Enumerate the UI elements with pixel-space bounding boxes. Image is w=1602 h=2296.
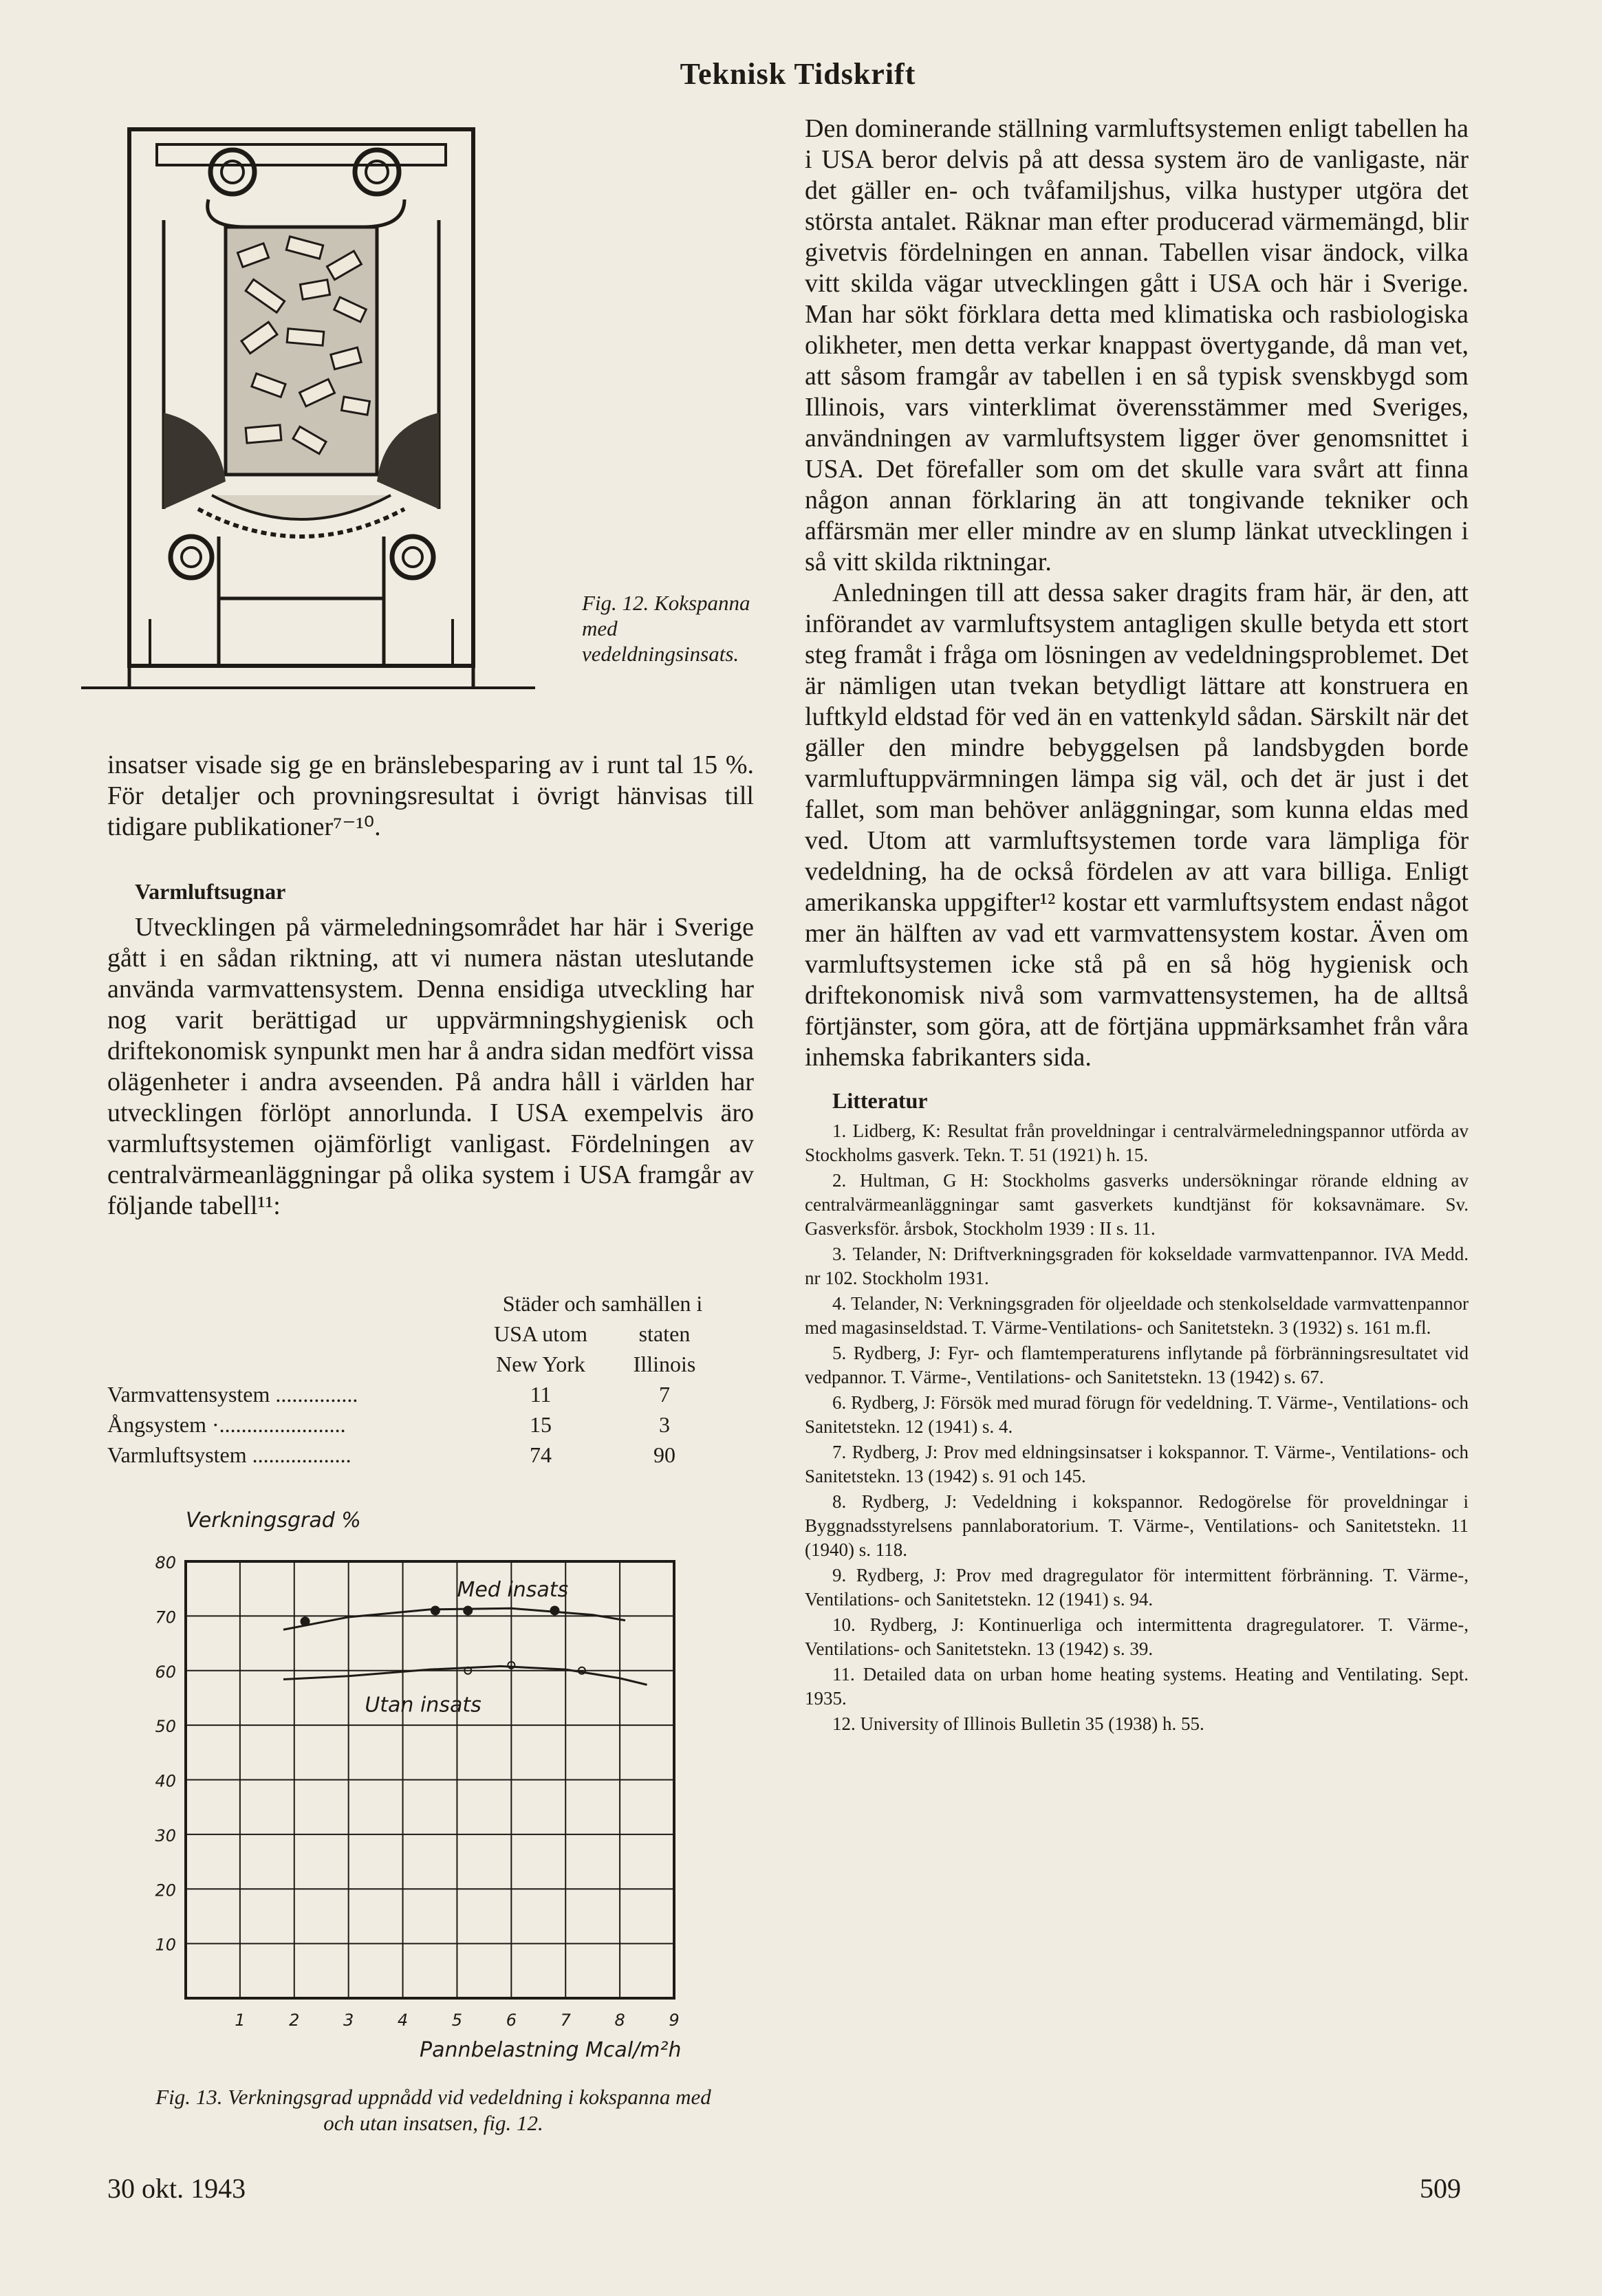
table-row-label: Varmluftsystem — [107, 1442, 247, 1467]
y-tick-label: 50 — [155, 1717, 176, 1737]
literature-item: 2. Hultman, G H: Stockholms gasverks undersökningar rörande eldning av centralvärmeanläggningar samt gasverkets kundtjänst för koksavnämare. Sv. Gasverksför. årsbok, Stockholm 1939 : II s. 11. — [805, 1170, 1469, 1239]
literature-item: 4. Telander, N: Verkningsgraden för oljeeldade och stenkolseldade varmvattenpannor med magasinseldstad. T. Värme-Ventilations- och Sanitetstekn. 3 (1932) s. 161 m.fl. — [805, 1293, 1469, 1338]
table-cell: 3 — [659, 1412, 670, 1437]
table-cell: 90 — [653, 1442, 675, 1467]
journal-title: Teknisk Tidskrift — [680, 57, 916, 91]
literature-item: 10. Rydberg, J: Kontinuerliga och intermittenta dragregulatorer. T. Värme-, Ventilations- och Sanitetstekn. 13 (1942) s. 39. — [805, 1614, 1469, 1659]
table-row-label: Ångsystem — [107, 1412, 206, 1437]
left-intro-paragraph: insatser visade sig ge en bränslebesparing av i runt tal 15 %. För detaljer och provningsresultat i övrigt hänvisas till tidigare publikationer⁷⁻¹⁰. — [107, 750, 754, 841]
table-row — [107, 1438, 726, 1468]
x-tick-label: 1 — [235, 2011, 246, 2030]
y-axis-label: Verkningsgrad % — [186, 1508, 361, 1533]
y-tick-label: 20 — [155, 1881, 176, 1900]
table-group-header: Städer och samhällen i — [502, 1291, 703, 1316]
literature-item: 8. Rydberg, J: Vedeldning i kokspannor. Redogörelse för proveldningar i Byggnadsstyrelsens pannlaboratorium. T. Värme-, Ventilations- och Sanitetstekn. 11 (1940) s. 118. — [805, 1491, 1469, 1560]
x-tick-label: 7 — [560, 2011, 571, 2030]
figure-12-caption: Fig. 12. Kokspanna med vedeldningsinsats. — [582, 591, 750, 666]
x-tick-label: 8 — [614, 2011, 625, 2030]
figure-13-caption: Fig. 13. Verkningsgrad uppnådd vid vedeldning i kokspanna med och utan insatsen, fig. 12. — [155, 2085, 711, 2135]
section-heading: Varmluftsugnar — [135, 879, 286, 904]
x-tick-label: 3 — [343, 2011, 354, 2030]
footer-date: 30 okt. 1943 — [107, 2173, 246, 2204]
y-tick-label: 10 — [155, 1935, 176, 1955]
right-paragraph-2: Anledningen till att dessa saker dragits fram här, är den, att införandet av varmluftsystem antagligen skulle betyda ett stort steg framåt i fråga om lösningen av vedeldningsproblemet. Det är nämligen utan tvekan betydligt lättare att konstruera en luftkyld eldstad för ved än en vattenkyld sådan. Särskilt när det gäller den mindre bebyggelsen på landsbygden borde varmluftuppvärmningen lämpa sig väl, och det är just i det fallet, som man behöver anläggningar, som kunna eldas med ved. Utom att varmluftsystemen torde vara lämpliga för vedeldning, ha de också fördelen av att vara billiga. Enligt amerikanska uppgifter¹² kostar ett varmluftsystem endast något mer än hälften av vad ett varmvattensystem kostar. Även om varmluftsystemen icke stå på en så hög hygienisk och driftekonomisk nivå som varmvattensystemen, ha de alltså förtjänster, som göra, att de förtjäna uppmärksamhet från våra inhemska fabrikanters sida. — [805, 578, 1469, 1072]
literature-item: 9. Rydberg, J: Prov med dragregulator för intermittent förbränning. T. Värme-, Ventilations- och Sanitetstekn. 12 (1941) s. 94. — [805, 1565, 1469, 1610]
literature-item: 7. Rydberg, J: Prov med eldningsinsatser i kokspannor. T. Värme-, Ventilations- och Sanitetstekn. 13 (1942) s. 91 och 145. — [805, 1442, 1469, 1486]
series-label: Utan insats — [365, 1693, 481, 1718]
literature-list — [805, 1119, 1469, 1736]
heating-systems-table — [107, 1286, 726, 1468]
series-point — [550, 1606, 559, 1614]
table-cell: 11 — [530, 1382, 552, 1407]
series-label: Med insats — [457, 1577, 569, 1602]
x-tick-label: 9 — [669, 2011, 680, 2030]
x-tick-label: 2 — [289, 2011, 300, 2030]
literature-heading: Litteratur — [832, 1088, 928, 1113]
x-tick-label: 5 — [451, 2011, 463, 2030]
series-point — [464, 1606, 472, 1614]
right-column — [805, 113, 1469, 1737]
x-tick-label: 6 — [506, 2011, 517, 2030]
y-tick-label: 60 — [155, 1662, 176, 1682]
table-col2-header-line1: staten — [638, 1321, 691, 1346]
right-paragraph-1: Den dominerande ställning varmluftsystemen enligt tabellen ha i USA beror delvis på att dessa system äro de vanligaste, när det gäller en- och tvåfamiljshus, vilka hustyper utgöra det största antalet. Räknar man efter producerad värmemängd, blir givetvis fördelningen en annan. Tabellen visar ändock, vilka vitt skilda vägar utvecklingen gått i USA och här i Sverige. Man har sökt förklara detta med klimatiska och rasbiologiska olikheter, men detta verkar knappast övertygande, då man vet, att såsom framgår av tabellen i en så typisk svenskbygd som Illinois, vars vinterklimat överensstämmer med Sveriges, användningen av varmluftsystem ligger över genomsnittet i USA. Det förefaller som om det skulle vara svårt att finna någon annan förklaring än att tongivande tekniker och affärsmän mer eller mindre av en slump länkat utvecklingen i så vitt skilda riktningar. — [805, 114, 1469, 576]
literature-item: 12. University of Illinois Bulletin 35 (1938) h. 55. — [832, 1713, 1204, 1734]
table-col1-header-line2: New York — [496, 1352, 585, 1376]
series-point — [301, 1617, 310, 1625]
table-col1-header-line1: USA utom — [493, 1321, 588, 1346]
figure-12-boiler-drawing — [81, 124, 549, 695]
literature-item: 5. Rydberg, J: Fyr- och flamtemperaturens inflytande på förbränningsresultatet vid vedpannor. T. Värme-, Ventilations- och Sanitetstekn. 13 (1942) s. 67. — [805, 1343, 1469, 1387]
series-line — [283, 1608, 625, 1629]
x-tick-label: 4 — [397, 2011, 409, 2030]
series-point — [431, 1606, 440, 1614]
literature-item: 6. Rydberg, J: Försök med murad förugn för vedeldning. T. Värme-, Ventilations- och Sanitetstekn. 12 (1941) s. 4. — [805, 1392, 1469, 1437]
y-tick-label: 70 — [155, 1607, 176, 1627]
table-col2-header-line2: Illinois — [633, 1352, 696, 1376]
table-row-dots: ............... — [275, 1382, 358, 1407]
table-row-dots: ·....................... — [212, 1412, 346, 1437]
page-number: 509 — [1420, 2173, 1461, 2204]
table-row-dots: .................. — [252, 1442, 351, 1467]
literature-item: 3. Telander, N: Driftverkningsgraden för kokseldade varmvattenpannor. IVA Medd. nr 102. Stockholm 1931. — [805, 1244, 1469, 1288]
table-cell: 7 — [659, 1382, 670, 1407]
literature-item: 1. Lidberg, K: Resultat från proveldningar i centralvärmeledningspannor utförda av Stockholms gasverk. Tekn. T. 51 (1921) h. 15. — [805, 1120, 1469, 1165]
x-axis-label: Pannbelastning Mcal/m²h — [420, 2038, 682, 2062]
table-row — [107, 1377, 726, 1407]
y-tick-label: 80 — [155, 1553, 176, 1572]
table-row — [107, 1407, 726, 1438]
table-row-label: Varmvattensystem — [107, 1382, 270, 1407]
left-body-paragraph: Utvecklingen på värmeledningsområdet har här i Sverige gått i en sådan riktning, att vi numera nästan uteslutande använda varmvattensystem. Denna ensidiga utveckling har nog varit berättigad ur uppvärmningshygienisk och driftekonomisk synpunkt men har å andra sidan medfört vissa olägenheter i andra avseenden. På andra håll i världen har utvecklingen förlöpt annorlunda. I USA exempelvis äro varmluftsystemen ojämförligt vanligast. Fördelningen av centralvärmeanläggningar på olika system i USA framgår av följande tabell¹¹: — [107, 913, 754, 1220]
table-cell: 74 — [530, 1442, 552, 1467]
literature-item: 11. Detailed data on urban home heating systems. Heating and Ventilating. Sept. 1935. — [805, 1664, 1469, 1709]
y-tick-label: 40 — [155, 1771, 176, 1791]
table-cell: 15 — [530, 1412, 552, 1437]
figure-13-chart — [124, 1493, 743, 2077]
y-tick-label: 30 — [155, 1826, 176, 1845]
